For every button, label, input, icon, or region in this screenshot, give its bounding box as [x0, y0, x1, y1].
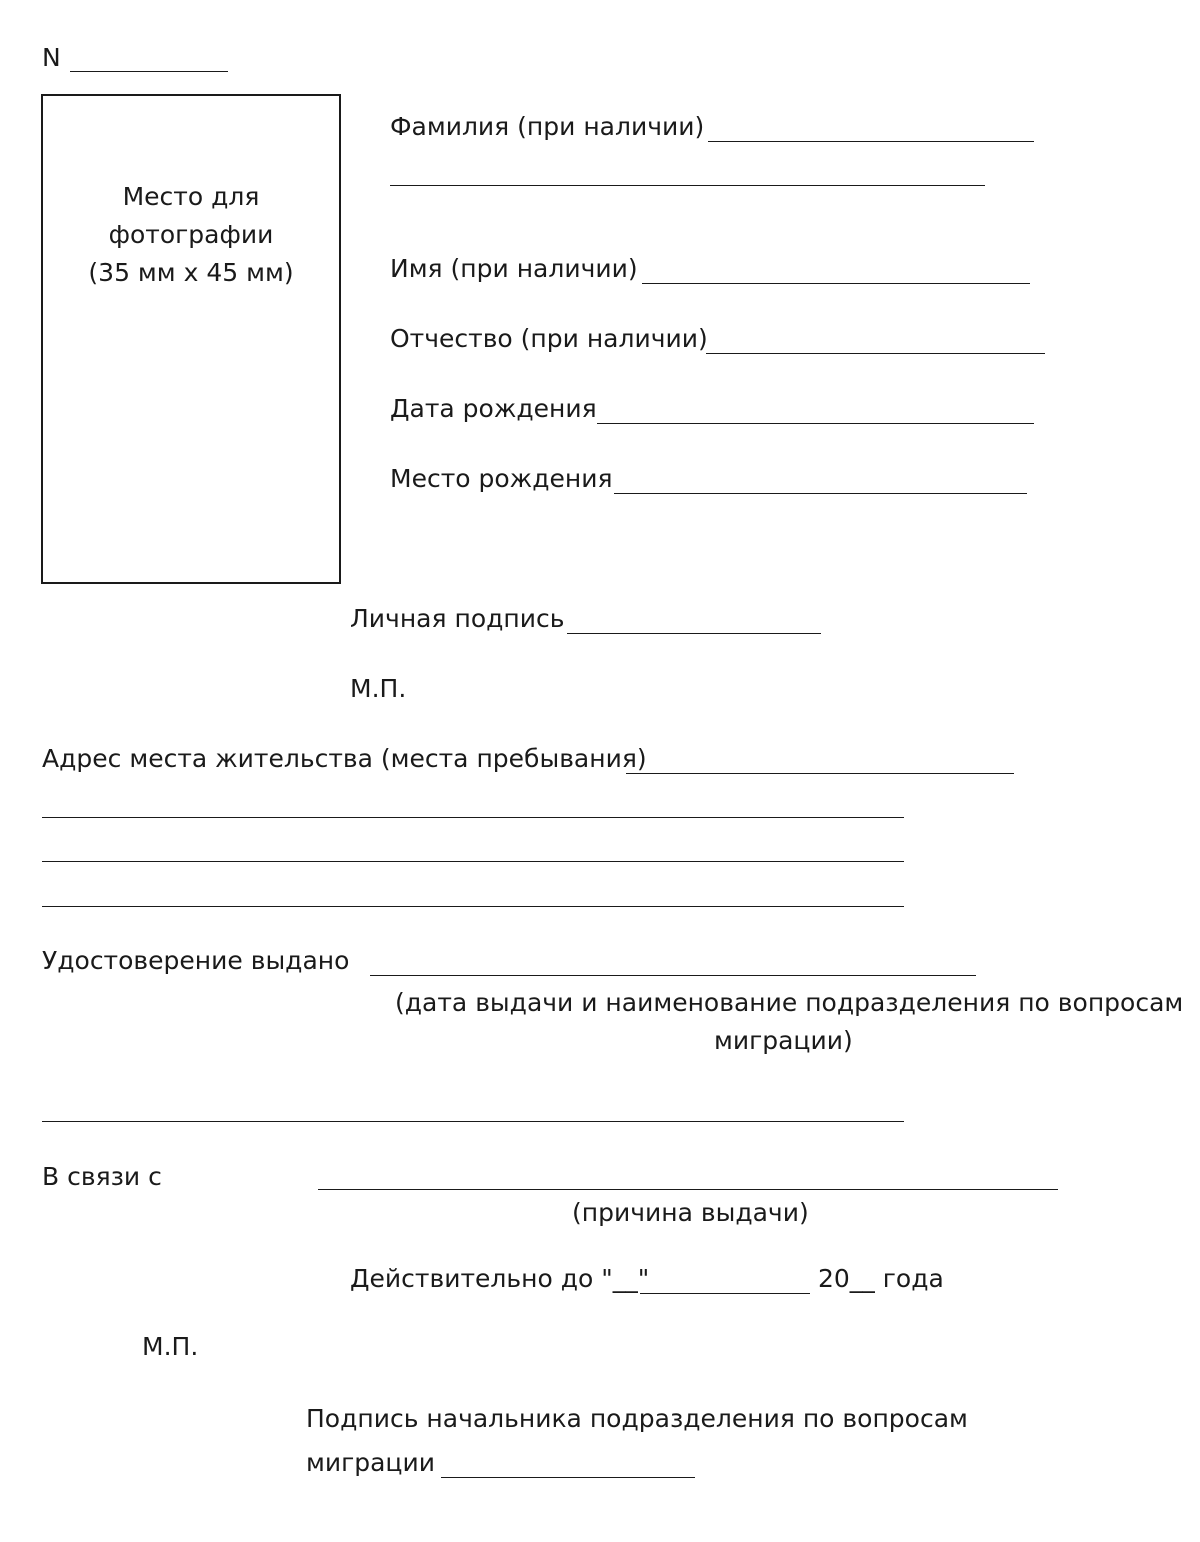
issued-label: Удостоверение выдано [42, 946, 350, 975]
reason-line[interactable] [318, 1189, 1058, 1190]
birth-place-line[interactable] [614, 493, 1027, 494]
birth-date-label: Дата рождения [390, 394, 597, 423]
patronymic-label: Отчество (при наличии) [390, 324, 708, 353]
address-label: Адрес места жительства (места пребывания) [42, 744, 647, 773]
issued-hint-line-1: (дата выдачи и наименование подразделения по вопросам [395, 988, 1184, 1017]
photo-placeholder-box [41, 94, 341, 584]
name-line[interactable] [642, 283, 1030, 284]
patronymic-line[interactable] [706, 353, 1045, 354]
photo-text-line-3: (35 мм х 45 мм) [88, 258, 294, 287]
issued-line-2[interactable] [42, 1121, 904, 1122]
birth-place-label: Место рождения [390, 464, 613, 493]
address-line-4[interactable] [42, 906, 904, 907]
address-line-3[interactable] [42, 861, 904, 862]
reason-hint: (причина выдачи) [572, 1198, 809, 1227]
issued-hint-line-2: миграции) [714, 1026, 853, 1055]
chief-signature-line[interactable] [441, 1477, 695, 1478]
valid-until-year: 20__ года [818, 1264, 944, 1293]
surname-line-2[interactable] [390, 185, 985, 186]
issued-line[interactable] [370, 975, 976, 976]
valid-until-month-line[interactable] [640, 1293, 810, 1294]
stamp-label-2: М.П. [142, 1332, 199, 1361]
name-label: Имя (при наличии) [390, 254, 638, 283]
surname-line[interactable] [708, 141, 1034, 142]
birth-date-line[interactable] [597, 423, 1034, 424]
chief-signature-label-line-1: Подпись начальника подразделения по вопросам [306, 1404, 968, 1433]
photo-text-line-2: фотографии [108, 220, 274, 249]
surname-label: Фамилия (при наличии) [390, 112, 705, 141]
reason-label: В связи с [42, 1162, 162, 1191]
chief-signature-label-line-2: миграции [306, 1448, 435, 1477]
document-number-line[interactable] [70, 71, 228, 72]
personal-signature-label: Личная подпись [350, 604, 565, 633]
stamp-label-1: М.П. [350, 674, 407, 703]
address-line-2[interactable] [42, 817, 904, 818]
personal-signature-line[interactable] [567, 633, 821, 634]
document-number-label: N [42, 43, 61, 72]
valid-until-label: Действительно до "__" [350, 1264, 650, 1293]
photo-text-line-1: Место для [122, 182, 260, 211]
photo-placeholder-text [43, 178, 339, 292]
address-line-1[interactable] [626, 773, 1014, 774]
